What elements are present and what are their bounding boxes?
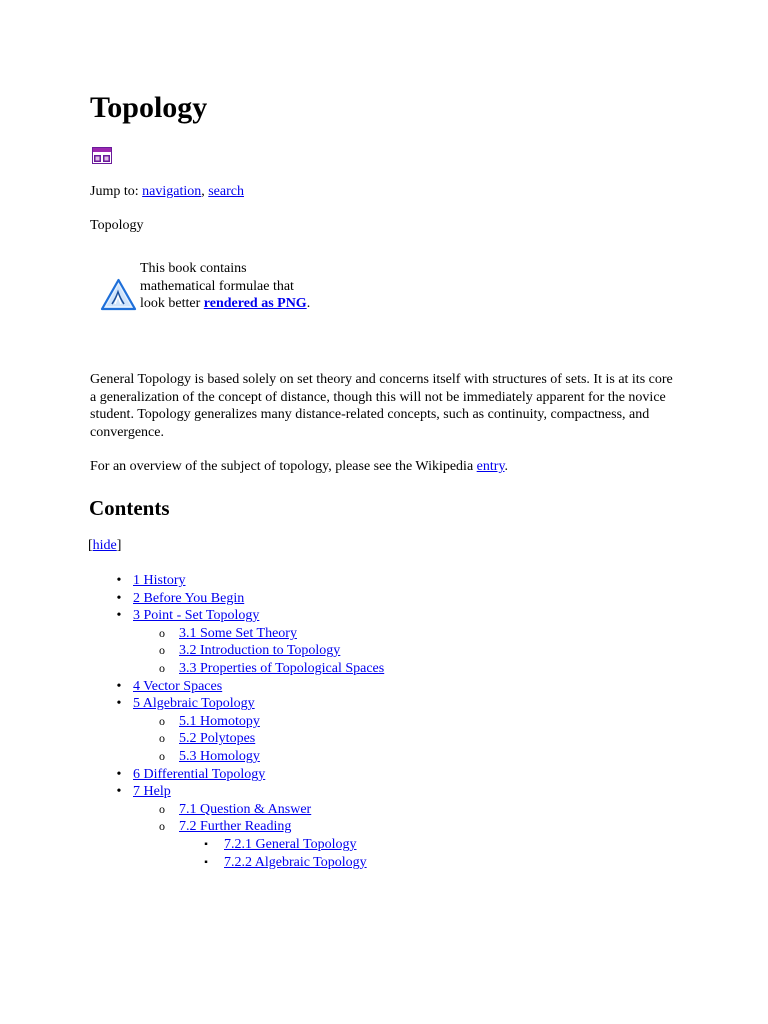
page-title: Topology: [90, 91, 208, 124]
jump-navigation-link[interactable]: navigation: [142, 184, 202, 199]
jump-search-link[interactable]: search: [208, 184, 244, 199]
toc-bullet-icon: •: [116, 678, 122, 694]
toc-bullet-icon: o: [159, 643, 165, 658]
jump-separator: ,: [201, 184, 205, 199]
book-icon: [92, 147, 112, 164]
toc-bullet-icon: o: [159, 660, 165, 675]
toc-bullet-icon: o: [159, 625, 165, 640]
jump-prefix: Jump to:: [90, 184, 139, 199]
math-formula-icon: [100, 278, 137, 312]
toc-bullet-icon: •: [116, 784, 122, 800]
toc-toggle: [88, 537, 121, 555]
toc-link[interactable]: 3.3 Properties of Topological Spaces: [179, 660, 385, 676]
contents-heading: Contents: [89, 496, 170, 520]
toc-bullet-icon: •: [116, 696, 122, 712]
toc-bullet-icon: o: [159, 731, 165, 746]
toc-link[interactable]: 2 Before You Begin: [133, 590, 245, 606]
toc-link[interactable]: 7.2 Further Reading: [179, 819, 292, 835]
rendered-as-png-link[interactable]: rendered as PNG: [203, 296, 307, 311]
toc-bullet-icon: ▪: [204, 856, 208, 868]
toc-link[interactable]: 5.3 Homology: [179, 748, 260, 764]
toc-bullet-icon: ▪: [204, 838, 208, 850]
toc-link[interactable]: 3.2 Introduction to Topology: [179, 643, 341, 659]
toc-link[interactable]: 7.1 Question & Answer: [179, 801, 312, 817]
jump-to-bar: [90, 183, 244, 201]
toc-link[interactable]: 3.1 Some Set Theory: [179, 625, 297, 641]
toc-bullet-icon: o: [159, 819, 165, 834]
toc-link[interactable]: 4 Vector Spaces: [133, 678, 223, 694]
wikipedia-entry-link[interactable]: entry: [476, 459, 505, 474]
toc-link[interactable]: 5.1 Homotopy: [179, 713, 260, 729]
math-notice-box: [100, 260, 315, 332]
toc-bullet-icon: o: [159, 713, 165, 728]
overview-paragraph: [90, 458, 508, 476]
math-notice-text: [140, 260, 315, 313]
overview-text: For an overview of the subject of topology, please see the Wikipedia: [90, 459, 474, 474]
toc-toggle-close: ]: [116, 538, 122, 553]
toc-hide-link[interactable]: hide: [92, 538, 117, 553]
notice-text-before: This book contains mathematical formulae that look better: [140, 261, 294, 311]
toc-link[interactable]: 7.2.1 General Topology: [224, 836, 357, 852]
toc-bullet-icon: •: [116, 766, 122, 782]
toc-link[interactable]: 7 Help: [133, 784, 171, 800]
overview-period: .: [504, 459, 509, 474]
toc-bullet-icon: o: [159, 748, 165, 763]
toc-bullet-icon: •: [116, 573, 122, 588]
toc-toggle-open: [: [88, 538, 93, 553]
toc-bullet-icon: o: [159, 801, 165, 816]
intro-paragraph: General Topology is based solely on set theory and concerns itself with structures of sets. It is at its core a generalization of the concept of distance, though this will not be immediately apparent for the novice student. Topology generalizes many distance-related concepts, such as continuity, compactness, and convergence.: [90, 372, 673, 440]
notice-text-after: .: [306, 296, 311, 311]
toc-link[interactable]: 5 Algebraic Topology: [133, 696, 255, 712]
toc-link[interactable]: 3 Point - Set Topology: [133, 608, 260, 624]
toc-link[interactable]: 1 History: [133, 573, 186, 588]
toc-bullet-icon: •: [116, 608, 122, 624]
toc-link[interactable]: 7.2.2 Algebraic Topology: [224, 854, 367, 870]
toc-bullet-icon: •: [116, 590, 122, 606]
page-subtitle: Topology: [90, 218, 144, 233]
toc-link[interactable]: 5.2 Polytopes: [179, 731, 256, 747]
toc-link[interactable]: 6 Differential Topology: [133, 766, 266, 782]
